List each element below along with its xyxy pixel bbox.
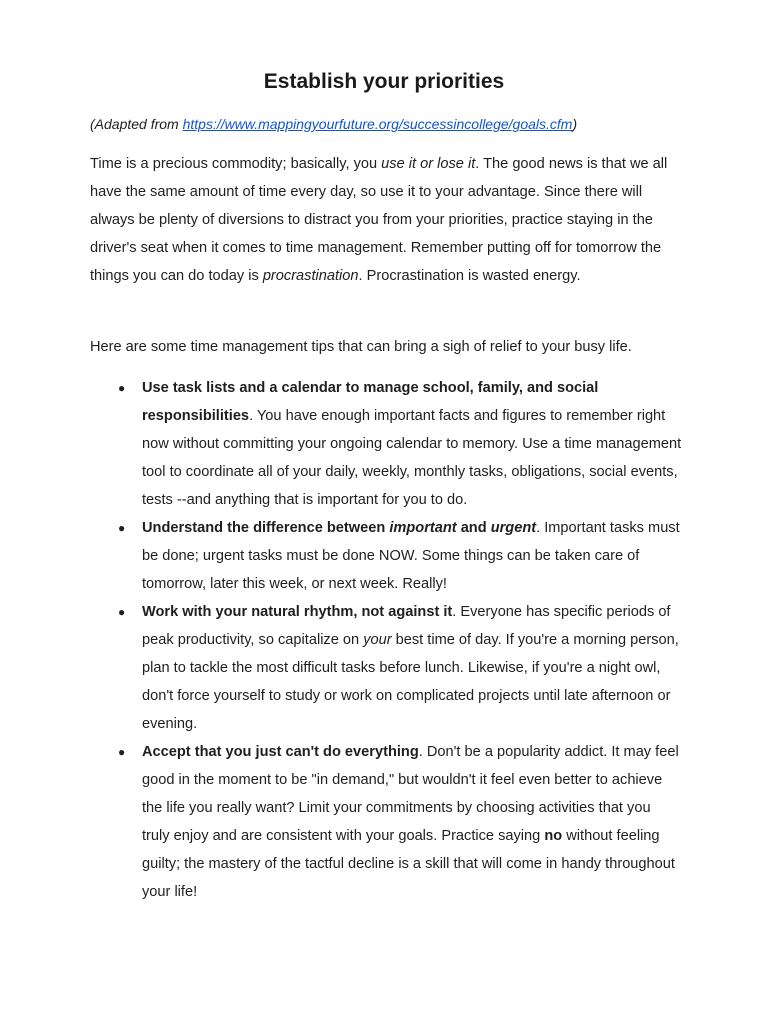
tip-heading: Use task lists and a calendar to manage school, family, and social responsibilities xyxy=(142,380,599,424)
tip-item-cant-do-everything xyxy=(118,738,682,906)
bullet-icon: ● xyxy=(118,745,126,759)
tip-heading: Work with your natural rhythm, not against it xyxy=(142,604,453,620)
tip-body: . You have enough important facts and figures to remember right now without committing your ongoing calendar to memory. Use a time management tool to coordinate all of your daily, weekly, monthly tasks, obligations, social events, tests --and anything that is important for you to do. xyxy=(142,408,682,508)
tip-body-emphasis: your xyxy=(363,632,392,648)
tip-body-1: . Don't be a popularity addict. It may feel good in the moment to be "in demand," but wouldn't it feel even better to achieve the life you really want? Limit your commitments by choosing activities that you truly enjoy and are consistent with your goals. Practice saying xyxy=(142,744,679,844)
tip-body-1: . Everyone has specific periods of peak productivity, so capitalize on xyxy=(142,604,671,648)
tip-body: . Important tasks must be done; urgent tasks must be done NOW. Some things can be taken care of tomorrow, later this week, or next week. Really! xyxy=(142,520,680,592)
tip-body-2: best time of day. If you're a morning person, plan to tackle the most difficult tasks before lunch. Likewise, if you're a night owl, don't force yourself to study or work on complicated projects until late afternoon or evening. xyxy=(142,632,679,732)
page-title: Establish your priorities xyxy=(263,70,505,93)
intro-paragraph xyxy=(90,150,680,290)
tip-item-natural-rhythm xyxy=(118,598,682,738)
intro-emphasis-1: use it or lose it xyxy=(381,156,476,172)
tip-heading-text-1: Understand the difference between xyxy=(142,520,390,536)
tip-heading-text-2: and xyxy=(456,520,491,536)
source-link[interactable]: https://www.mappingyourfuture.org/successincollege/goals.cfm xyxy=(182,116,573,132)
source-suffix: ) xyxy=(572,116,578,132)
intro-text-2: . The good news is that we all have the same amount of time every day, so use it to your advantage. Since there will always be plenty of diversions to distract you from your priorities, practice staying in the driver's seat when it comes to time management. Remember putting off for tomorrow the things you can do today is xyxy=(90,156,668,284)
tip-item-task-lists xyxy=(118,374,682,514)
tip-item-important-urgent xyxy=(118,514,682,598)
intro-text-3: . Procrastination is wasted energy. xyxy=(358,268,581,284)
bullet-icon: ● xyxy=(118,521,126,535)
bullet-icon: ● xyxy=(118,381,126,395)
tip-body-bold: no xyxy=(544,828,563,844)
intro-emphasis-2: procrastination xyxy=(262,268,359,284)
tip-heading xyxy=(142,520,536,536)
bullet-icon: ● xyxy=(118,605,126,619)
tip-heading-emphasis-2: urgent xyxy=(490,520,537,536)
tips-list xyxy=(118,374,682,906)
tip-heading: Accept that you just can't do everything xyxy=(142,744,419,760)
tip-heading-emphasis-1: important xyxy=(389,520,457,536)
source-attribution xyxy=(90,116,577,132)
source-prefix: (Adapted from xyxy=(90,116,183,132)
intro-text-1: Time is a precious commodity; basically, you xyxy=(90,156,382,172)
tip-body-2: without feeling guilty; the mastery of the tactful decline is a skill that will come in handy throughout your life! xyxy=(142,828,675,900)
tips-lead-paragraph: Here are some time management tips that can bring a sigh of relief to your busy life. xyxy=(90,339,632,355)
